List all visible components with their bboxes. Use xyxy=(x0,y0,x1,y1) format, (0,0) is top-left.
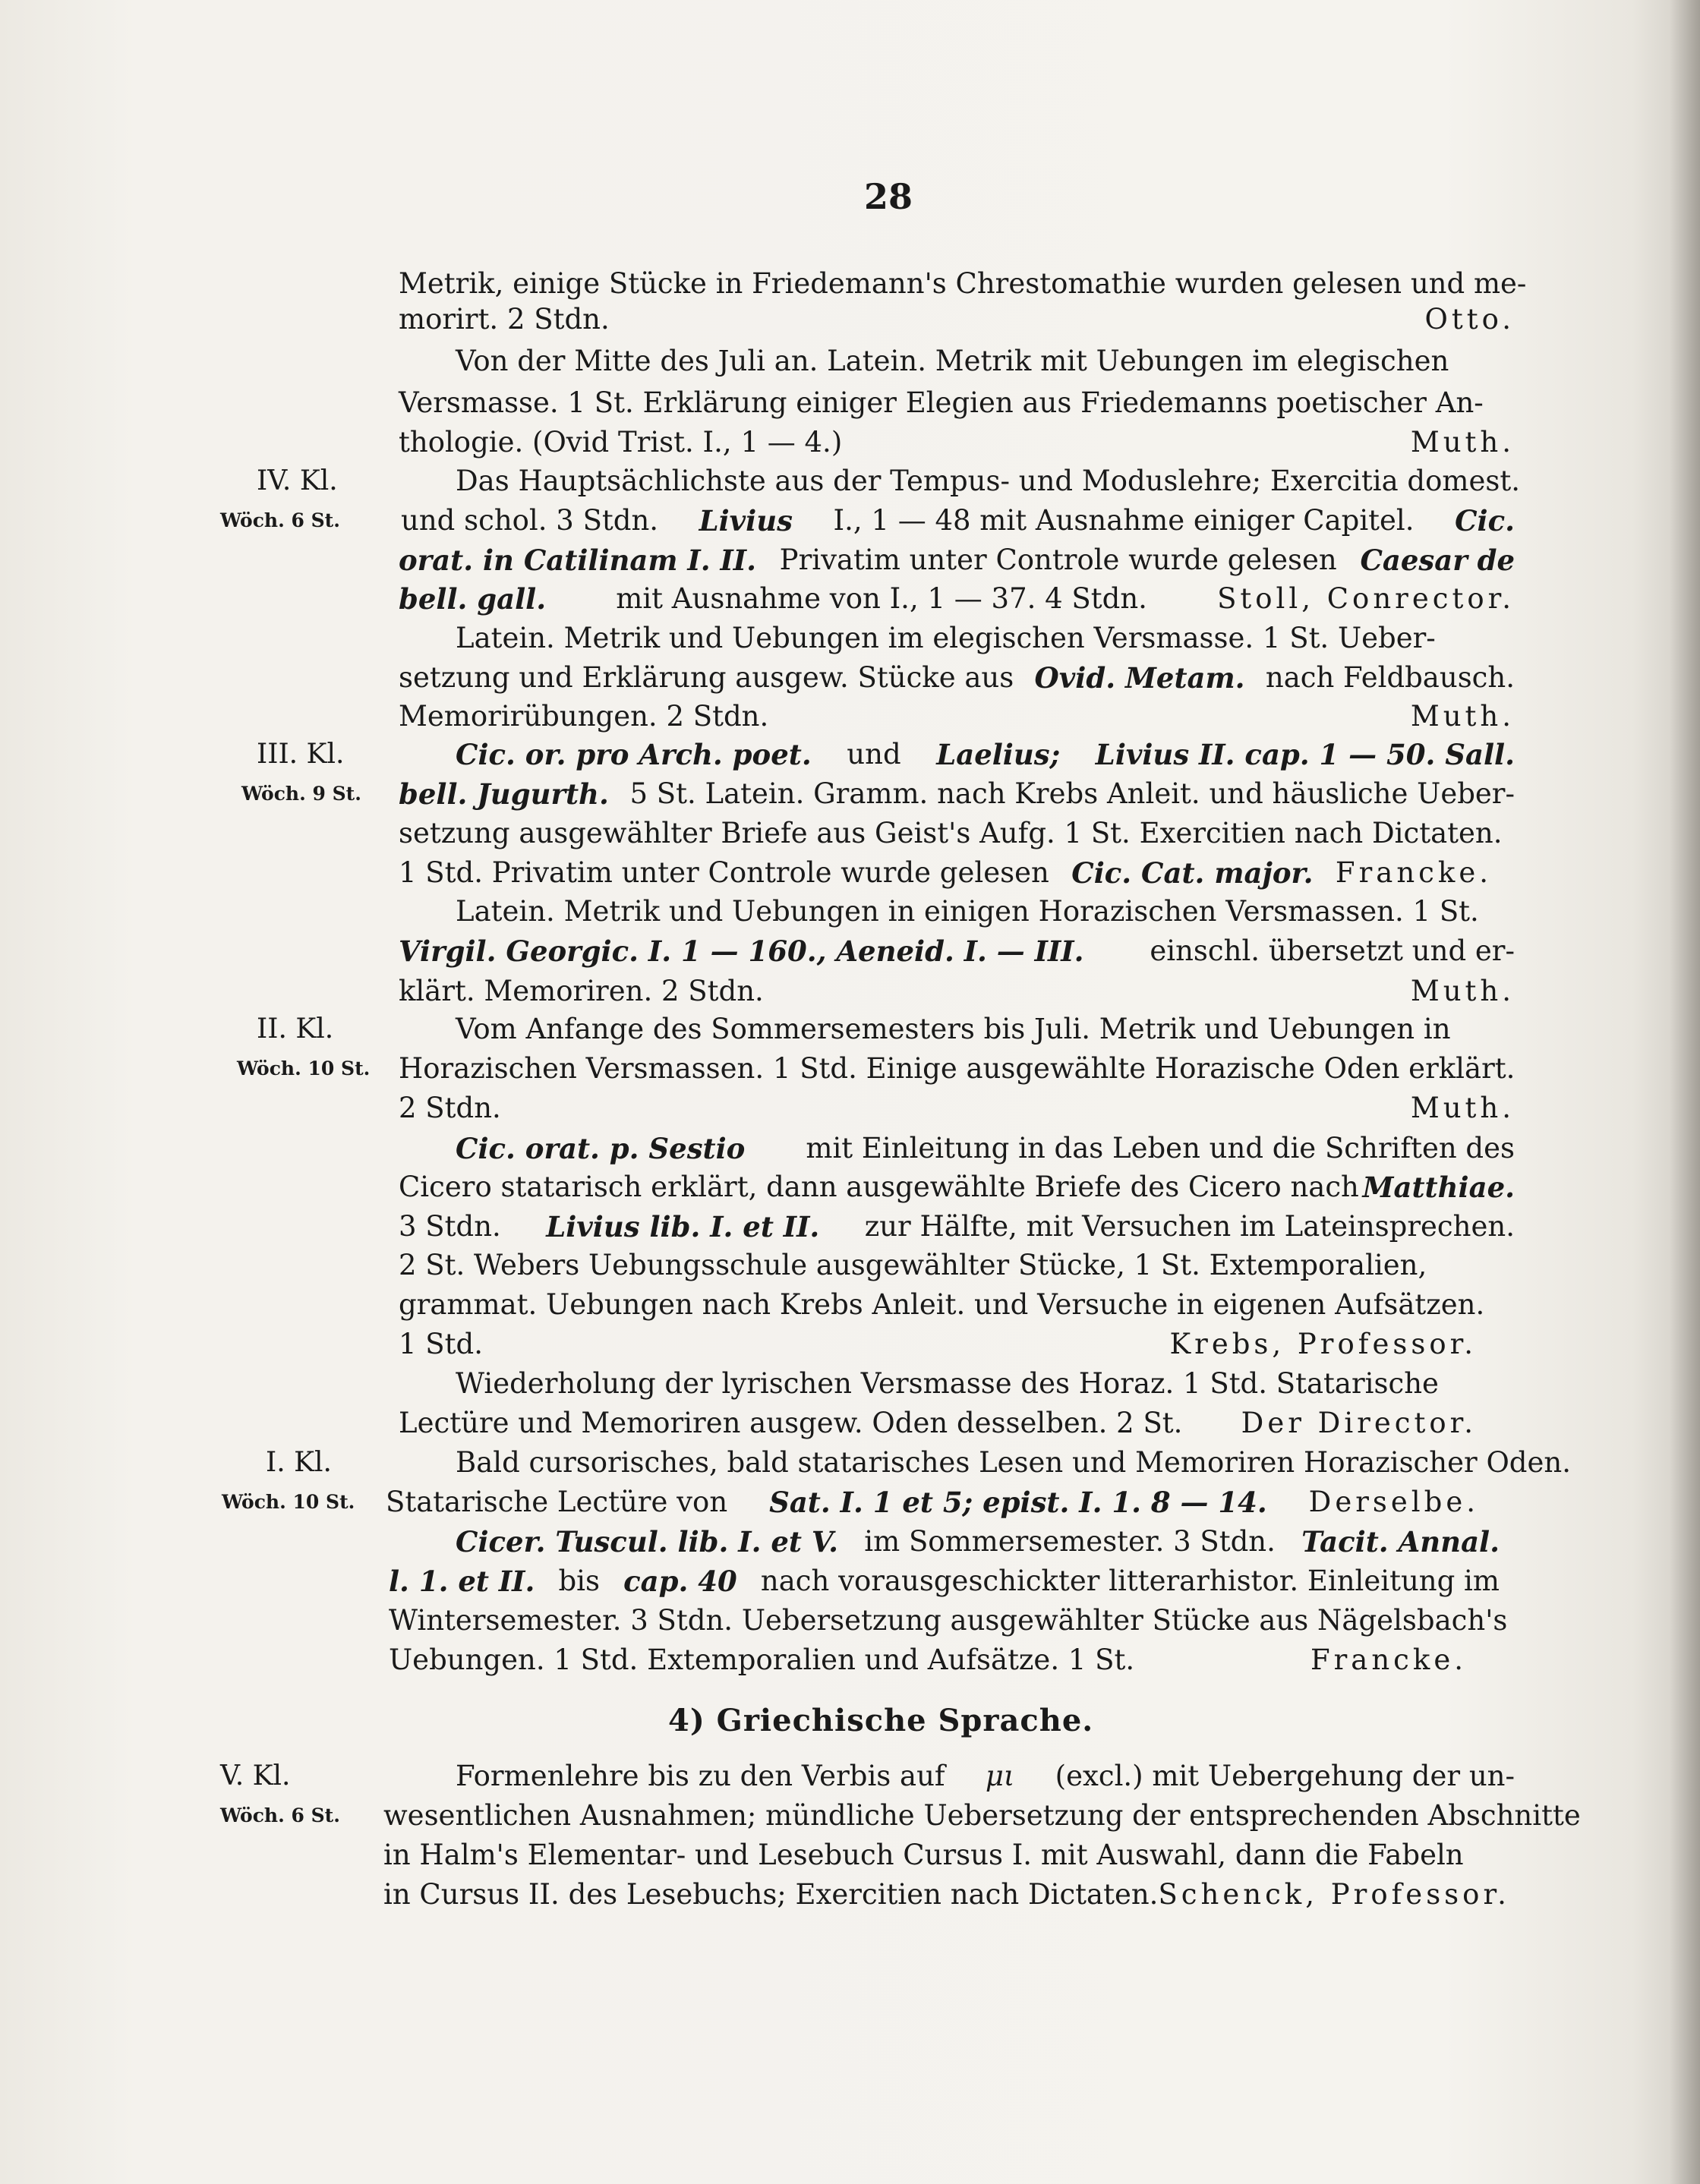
class-label-v: V. Kl. xyxy=(220,1760,291,1792)
text-line-33: Cicer. Tuscul. lib. I. et V. im Sommersemester. 3 Stdn. Tacit. Annal. xyxy=(456,1525,1500,1558)
text-line-34: l. 1. et II. bis cap. 40 nach vorausgeschickter litterarhistor. Einleitung im xyxy=(389,1565,1500,1598)
page-edge-shadow xyxy=(1670,0,1700,2184)
weekly-hours-ii: Wöch. 10 St. xyxy=(237,1057,371,1079)
text-line-32: Statarische Lectüre von Sat. I. 1 et 5; epist. I. 1. 8 — 14. Derselbe. xyxy=(386,1486,1479,1519)
text-line-15: setzung ausgewählter Briefe aus Geist's Aufg. 1 St. Exercitien nach Dictaten. xyxy=(399,817,1503,849)
text-line-36: Uebungen. 1 Std. Extemporalien und Aufsätze. 1 St. Francke. xyxy=(389,1644,1467,1676)
text-line-5: thologie. (Ovid Trist. I., 1 — 4.) Muth. xyxy=(399,426,1515,459)
text-line-21: Horazischen Versmassen. 1 Std. Einige ausgewählte Horazische Oden erklärt. xyxy=(399,1052,1515,1085)
class-label-iv: IV. Kl. xyxy=(257,465,338,496)
text-line-38: wesentlichen Ausnahmen; mündliche Uebersetzung der entsprechenden Abschnitte xyxy=(383,1799,1581,1832)
text-line-30: Lectüre und Memoriren ausgew. Oden desselben. 2 St. Der Director. xyxy=(399,1407,1477,1439)
text-line-2: morirt. 2 Stdn. Otto. xyxy=(399,303,1515,336)
weekly-hours-i: Wöch. 10 St. xyxy=(222,1491,355,1513)
page-number: 28 xyxy=(864,176,913,217)
text-line-16: 1 Std. Privatim unter Controle wurde gelesen Cic. Cat. major. Francke. xyxy=(399,856,1492,890)
text-line-24: Cicero statarisch erklärt, dann ausgewählte Briefe des Cicero nach Matthiae. xyxy=(399,1171,1515,1204)
text-line-6: Das Hauptsächlichste aus der Tempus- und Moduslehre; Exercitia domest. xyxy=(456,465,1520,497)
text-line-18: Virgil. Georgic. I. 1 — 160., Aeneid. I. — III. einschl. übersetzt und er- xyxy=(399,934,1515,968)
text-line-13: Cic. or. pro Arch. poet. und Laelius; Livius II. cap. 1 — 50. Sall. xyxy=(456,738,1515,771)
text-line-35: Wintersemester. 3 Stdn. Uebersetzung ausgewählter Stücke aus Nägelsbach's xyxy=(389,1604,1508,1637)
text-line-3: Von der Mitte des Juli an. Latein. Metrik mit Uebungen im elegischen xyxy=(456,345,1449,377)
text-line-1: Metrik, einige Stücke in Friedemann's Chrestomathie wurden gelesen und me- xyxy=(399,267,1527,300)
text-line-12: Memorirübungen. 2 Stdn. Muth. xyxy=(399,700,1515,733)
weekly-hours-iv: Wöch. 6 St. xyxy=(220,509,340,531)
text-line-40: in Cursus II. des Lesebuchs; Exercitien nach Dictaten. Schenck, Professor. xyxy=(383,1878,1510,1911)
text-line-25: 3 Stdn. Livius lib. I. et II. zur Hälfte, mit Versuchen im Lateinsprechen. xyxy=(399,1210,1515,1243)
section-heading-greek: 4) Griechische Sprache. xyxy=(668,1703,1094,1738)
class-label-ii: II. Kl. xyxy=(257,1013,334,1045)
text-line-20: Vom Anfange des Sommersemesters bis Juli. Metrik und Uebungen in xyxy=(456,1013,1451,1045)
class-label-iii: III. Kl. xyxy=(257,739,345,770)
text-line-39: in Halm's Elementar- und Lesebuch Cursus I. mit Auswahl, dann die Fabeln xyxy=(383,1839,1464,1871)
text-line-26: 2 St. Webers Uebungsschule ausgewählter Stücke, 1 St. Extemporalien, xyxy=(399,1249,1427,1281)
text-line-22: 2 Stdn. Muth. xyxy=(399,1092,1515,1124)
text-line-37: Formenlehre bis zu den Verbis auf μι (excl.) mit Uebergehung der un- xyxy=(456,1760,1515,1792)
text-line-8: orat. in Catilinam I. II. Privatim unter Controle wurde gelesen Caesar de xyxy=(399,544,1515,577)
text-line-31: Bald cursorisches, bald statarisches Lesen und Memoriren Horazischer Oden. xyxy=(456,1446,1571,1479)
text-line-14: bell. Jugurth. 5 St. Latein. Gramm. nach Krebs Anleit. und häusliche Ueber- xyxy=(399,777,1515,811)
weekly-hours-iii: Wöch. 9 St. xyxy=(241,783,361,805)
text-line-11: setzung und Erklärung ausgew. Stücke aus Ovid. Metam. nach Feldbausch. xyxy=(399,661,1515,695)
text-line-19: klärt. Memoriren. 2 Stdn. Muth. xyxy=(399,975,1515,1007)
class-label-i: I. Kl. xyxy=(266,1447,332,1478)
text-line-4: Versmasse. 1 St. Erklärung einiger Elegien aus Friedemanns poetischer An- xyxy=(399,386,1484,419)
text-line-10: Latein. Metrik und Uebungen im elegischen Versmasse. 1 St. Ueber- xyxy=(456,622,1436,654)
text-line-17: Latein. Metrik und Uebungen in einigen Horazischen Versmassen. 1 St. xyxy=(456,895,1479,928)
text-line-23: Cic. orat. p. Sestio mit Einleitung in das Leben und die Schriften des xyxy=(456,1132,1515,1165)
text-line-7: und schol. 3 Stdn. Livius I., 1 — 48 mit Ausnahme einiger Capitel. Cic. xyxy=(401,504,1515,537)
text-line-29: Wiederholung der lyrischen Versmasse des Horaz. 1 Std. Statarische xyxy=(456,1367,1439,1400)
text-line-28: 1 Std. Krebs, Professor. xyxy=(399,1328,1477,1360)
text-line-27: grammat. Uebungen nach Krebs Anleit. und Versuche in eigenen Aufsätzen. xyxy=(399,1288,1485,1321)
text-line-9: bell. gall. mit Ausnahme von I., 1 — 37. 4 Stdn. Stoll, Conrector. xyxy=(399,582,1515,616)
weekly-hours-v: Wöch. 6 St. xyxy=(220,1804,340,1826)
